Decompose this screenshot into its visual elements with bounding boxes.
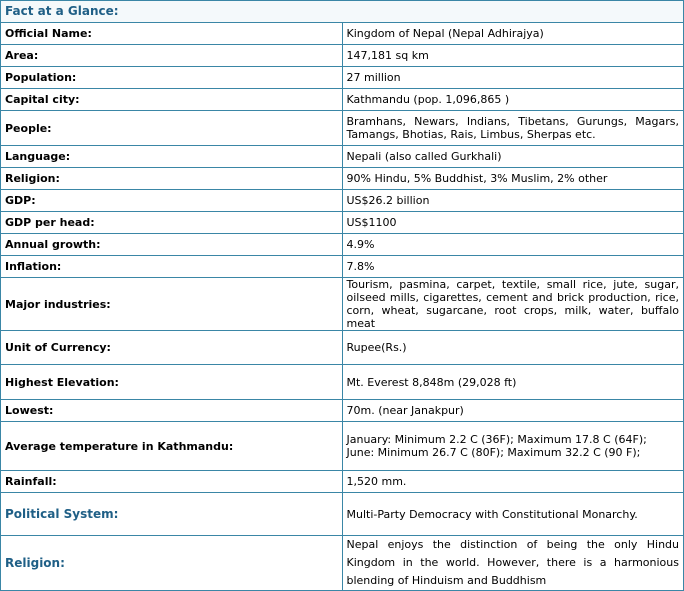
table-row bbox=[1, 331, 684, 365]
row-label: Language: bbox=[1, 146, 343, 168]
row-label: Inflation: bbox=[1, 256, 343, 278]
row-value: 7.8% bbox=[342, 256, 684, 278]
row-value: Rupee(Rs.) bbox=[342, 331, 684, 365]
row-value: 4.9% bbox=[342, 234, 684, 256]
table-row bbox=[1, 400, 684, 422]
row-label: Major industries: bbox=[1, 278, 343, 331]
row-value: 147,181 sq km bbox=[342, 45, 684, 67]
row-label: Religion: bbox=[1, 168, 343, 190]
temperature-line-june: June: Minimum 26.7 C (80F); Maximum 32.2 C (90 F); bbox=[346, 446, 641, 459]
row-label: GDP per head: bbox=[1, 212, 343, 234]
table-row bbox=[1, 111, 684, 146]
table-row bbox=[1, 23, 684, 45]
row-value: Kingdom of Nepal (Nepal Adhirajya) bbox=[342, 23, 684, 45]
table-row bbox=[1, 146, 684, 168]
row-value: Mt. Everest 8,848m (29,028 ft) bbox=[342, 365, 684, 400]
table-title-row bbox=[1, 1, 684, 23]
table-row bbox=[1, 45, 684, 67]
table-row bbox=[1, 190, 684, 212]
table-row bbox=[1, 278, 684, 331]
row-label: Unit of Currency: bbox=[1, 331, 343, 365]
row-label: Area: bbox=[1, 45, 343, 67]
table-row bbox=[1, 89, 684, 111]
row-label: Capital city: bbox=[1, 89, 343, 111]
table-row bbox=[1, 365, 684, 400]
row-label: Religion: bbox=[1, 536, 343, 591]
row-value: Nepal enjoys the distinction of being the only Hindu Kingdom in the world. However, there is a harmonious blending of Hinduism and Buddhism bbox=[342, 536, 684, 591]
row-value: Bramhans, Newars, Indians, Tibetans, Gurungs, Magars, Tamangs, Bhotias, Rais, Limbus, Sherpas etc. bbox=[342, 111, 684, 146]
row-label: Highest Elevation: bbox=[1, 365, 343, 400]
row-label: Official Name: bbox=[1, 23, 343, 45]
row-value: US$1100 bbox=[342, 212, 684, 234]
temperature-line-january: January: Minimum 2.2 C (36F); Maximum 17.8 C (64F); bbox=[346, 433, 647, 446]
row-label: People: bbox=[1, 111, 343, 146]
table-row bbox=[1, 256, 684, 278]
table-row bbox=[1, 422, 684, 471]
table-row bbox=[1, 493, 684, 536]
row-value: 27 million bbox=[342, 67, 684, 89]
table-row bbox=[1, 471, 684, 493]
table-row bbox=[1, 212, 684, 234]
table-row bbox=[1, 168, 684, 190]
table-row bbox=[1, 67, 684, 89]
row-label: Lowest: bbox=[1, 400, 343, 422]
row-value: Multi-Party Democracy with Constitutional Monarchy. bbox=[342, 493, 684, 536]
row-label: Population: bbox=[1, 67, 343, 89]
row-label: Annual growth: bbox=[1, 234, 343, 256]
row-value bbox=[342, 422, 684, 471]
row-value: Kathmandu (pop. 1,096,865 ) bbox=[342, 89, 684, 111]
row-value: 1,520 mm. bbox=[342, 471, 684, 493]
table-title: Fact at a Glance: bbox=[1, 1, 684, 23]
table-row bbox=[1, 536, 684, 591]
table-row bbox=[1, 234, 684, 256]
row-label: GDP: bbox=[1, 190, 343, 212]
row-value: 90% Hindu, 5% Buddhist, 3% Muslim, 2% other bbox=[342, 168, 684, 190]
row-value: 70m. (near Janakpur) bbox=[342, 400, 684, 422]
row-label: Rainfall: bbox=[1, 471, 343, 493]
row-label: Political System: bbox=[1, 493, 343, 536]
row-label: Average temperature in Kathmandu: bbox=[1, 422, 343, 471]
row-value: US$26.2 billion bbox=[342, 190, 684, 212]
row-value: Tourism, pasmina, carpet, textile, small rice, jute, sugar, oilseed mills, cigarettes, cement and brick production, rice, corn, wheat, sugarcane, root crops, milk, water, buffalo meat bbox=[342, 278, 684, 331]
row-value: Nepali (also called Gurkhali) bbox=[342, 146, 684, 168]
